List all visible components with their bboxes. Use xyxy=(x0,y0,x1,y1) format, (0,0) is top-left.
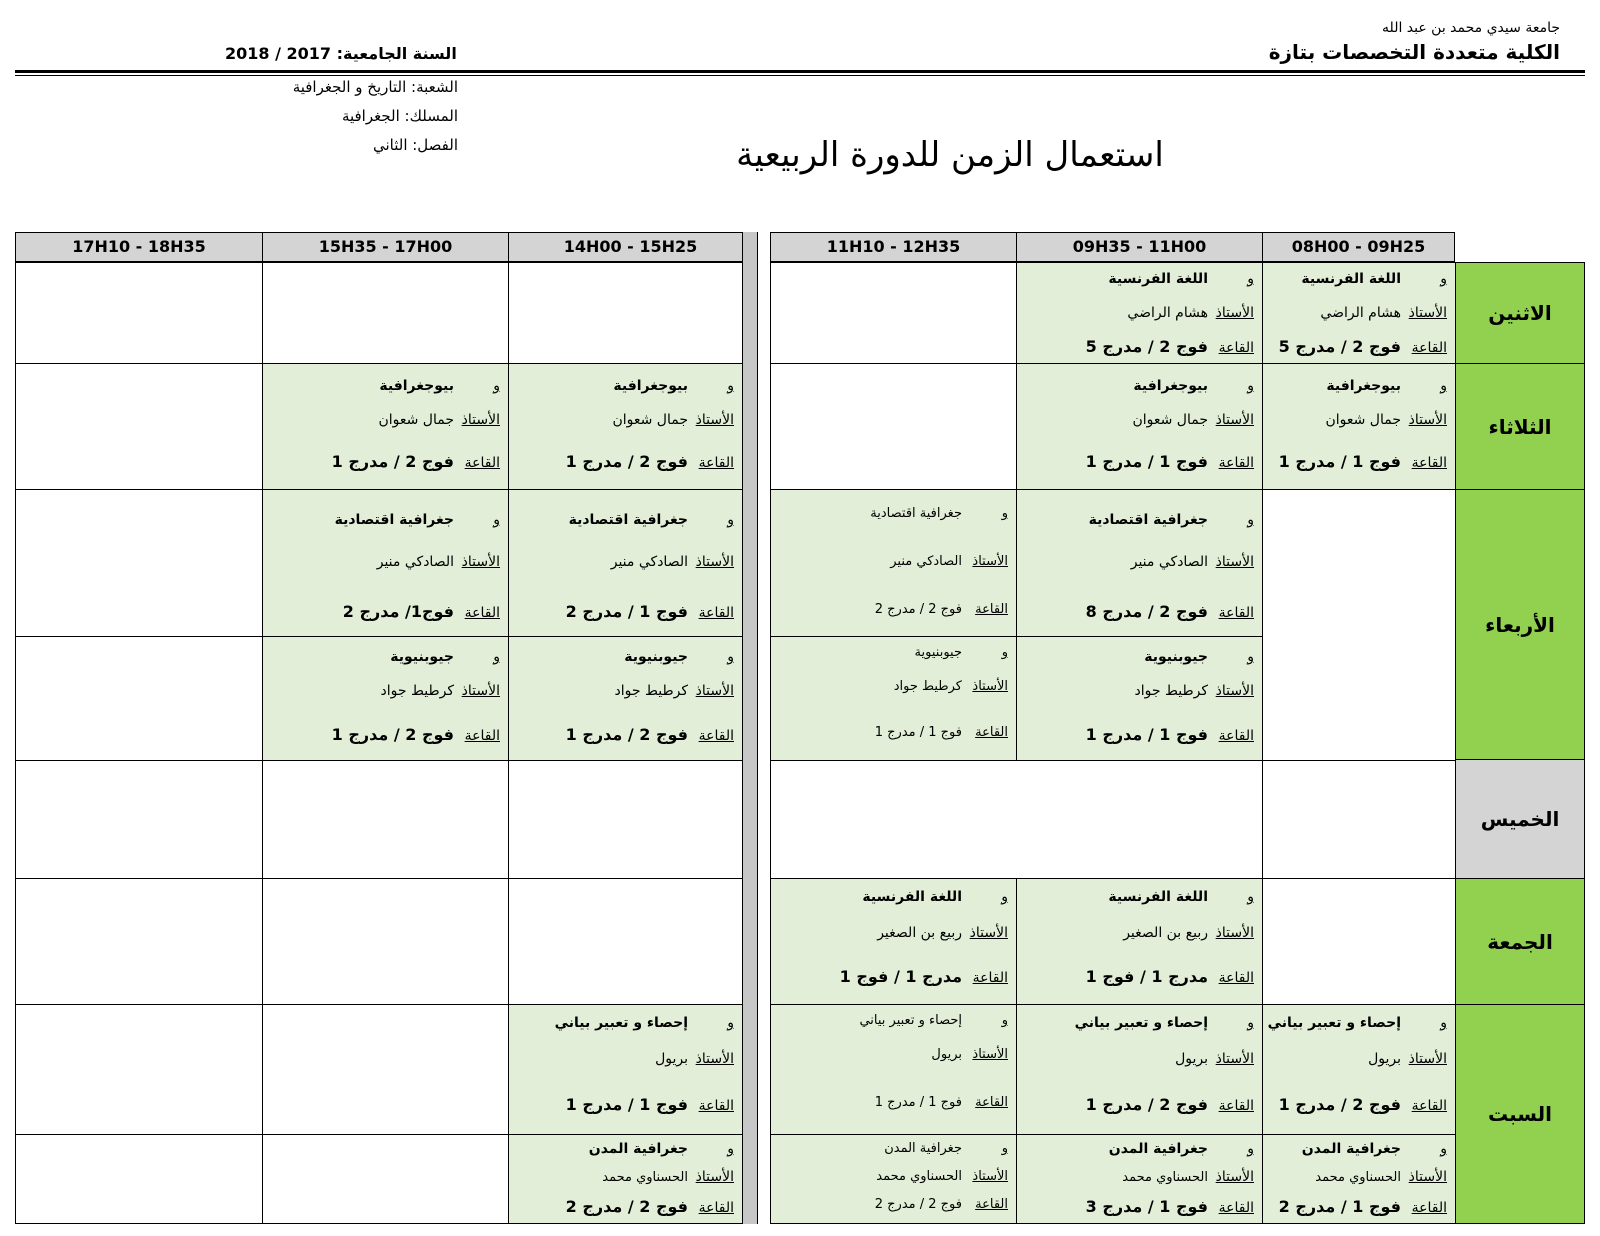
session-cell: وجغرافية اقتصادية الأستاذالصادكي منير القاعةفوج 2 / مدرج 8 xyxy=(1016,489,1263,637)
session-cell: وجغرافية المدن الأستاذالحسناوي محمد القاعةفوج 1 / مدرج 3 xyxy=(1016,1134,1263,1224)
day-label: الجمعة xyxy=(1455,878,1585,1005)
session-cell: وبيوجغرافية الأستاذجمال شعوان القاعةفوج 1 / مدرج 1 xyxy=(1016,363,1263,490)
session-cell: وبيوجغرافية الأستاذجمال شعوان القاعةفوج 2 / مدرج 1 xyxy=(262,363,509,490)
session-cell: وجغرافية المدن الأستاذالحسناوي محمد القاعةفوج 2 / مدرج 2 xyxy=(770,1134,1017,1224)
session-cell: وجغرافية اقتصادية الأستاذالصادكي منير القاعةفوج1/ مدرج 2 xyxy=(262,489,509,637)
timeslot-header: 08H00 - 09H25 xyxy=(1262,232,1455,262)
session-cell: وإحصاء و تعبير بياني الأستاذبريول القاعةفوج 2 / مدرج 1 xyxy=(1262,1004,1456,1135)
session-cell: واللغة الفرنسية الأستاذهشام الراضي القاعةفوج 2 / مدرج 5 xyxy=(1016,262,1263,364)
track-label: المسلك: الجغرافية xyxy=(341,107,458,125)
header-rule xyxy=(15,70,1585,73)
session-cell: وإحصاء و تعبير بياني الأستاذبريول القاعةفوج 1 / مدرج 1 xyxy=(770,1004,1017,1135)
session-cell: واللغة الفرنسية الأستاذربيع بن الصغير القاعةمدرج 1 / فوج 1 xyxy=(770,878,1017,1005)
day-label: السبت xyxy=(1455,1004,1585,1224)
empty-cell xyxy=(508,262,743,364)
timeslot-header: 09H35 - 11H00 xyxy=(1016,232,1263,262)
session-cell: وبيوجغرافية الأستاذجمال شعوان القاعةفوج 2 / مدرج 1 xyxy=(508,363,743,490)
empty-cell xyxy=(15,760,263,879)
timeslot-header: 11H10 - 12H35 xyxy=(770,232,1017,262)
empty-cell xyxy=(15,363,263,490)
faculty-name: الكلية متعددة التخصصات بتازة xyxy=(1268,40,1560,64)
university-name: جامعة سيدي محمد بن عبد الله xyxy=(1382,20,1560,36)
empty-cell xyxy=(770,363,1017,490)
page-title: استعمال الزمن للدورة الربيعية xyxy=(736,135,1164,175)
session-cell: وجيوبنيوية الأستاذكرطيط جواد القاعةفوج 2 / مدرج 1 xyxy=(262,636,509,761)
session-cell: وجغرافية المدن الأستاذالحسناوي محمد القاعةفوج 1 / مدرج 2 xyxy=(1262,1134,1456,1224)
session-cell: وجيوبنيوية الأستاذكرطيط جواد القاعةفوج 2 / مدرج 1 xyxy=(508,636,743,761)
day-label: الاثنين xyxy=(1455,262,1585,364)
timeslot-header: 17H10 - 18H35 xyxy=(15,232,263,262)
day-label: الخميس xyxy=(1455,759,1585,879)
empty-cell xyxy=(508,760,743,879)
session-cell: وجيوبنيوية الأستاذكرطيط جواد القاعةفوج 1 / مدرج 1 xyxy=(1016,636,1263,761)
session-cell: وبيوجغرافية الأستاذجمال شعوان القاعةفوج 1 / مدرج 1 xyxy=(1262,363,1456,490)
session-cell: وجغرافية المدن الأستاذالحسناوي محمد القاعةفوج 2 / مدرج 2 xyxy=(508,1134,743,1224)
semester-label: الفصل: الثاني xyxy=(372,136,458,154)
session-cell: واللغة الفرنسية الأستاذربيع بن الصغير القاعةمدرج 1 / فوج 1 xyxy=(1016,878,1263,1005)
day-label: الثلاثاء xyxy=(1455,363,1585,490)
break-separator xyxy=(742,232,758,1224)
session-cell: وجيوبنيوية الأستاذكرطيط جواد القاعةفوج 1 / مدرج 1 xyxy=(770,636,1017,761)
session-cell: وجغرافية اقتصادية الأستاذالصادكي منير القاعةفوج 2 / مدرج 2 xyxy=(770,489,1017,637)
section-label: الشعبة: التاريخ و الجغرافية xyxy=(292,78,458,96)
empty-cell xyxy=(15,1134,263,1224)
session-cell: وإحصاء و تعبير بياني الأستاذبريول القاعةفوج 2 / مدرج 1 xyxy=(1016,1004,1263,1135)
empty-cell xyxy=(770,262,1017,364)
empty-cell xyxy=(1262,489,1456,761)
empty-cell xyxy=(770,760,1263,879)
session-cell: واللغة الفرنسية الأستاذهشام الراضي القاعةفوج 2 / مدرج 5 xyxy=(1262,262,1456,364)
empty-cell xyxy=(262,760,509,879)
academic-year: السنة الجامعية: 2017 / 2018 xyxy=(225,44,457,63)
session-cell: وإحصاء و تعبير بياني الأستاذبريول القاعةفوج 1 / مدرج 1 xyxy=(508,1004,743,1135)
empty-cell xyxy=(15,1004,263,1135)
header-rule-thin xyxy=(15,75,1585,76)
empty-cell xyxy=(262,262,509,364)
empty-cell xyxy=(262,1134,509,1224)
empty-cell xyxy=(262,878,509,1005)
session-cell: وجغرافية اقتصادية الأستاذالصادكي منير القاعةفوج 1 / مدرج 2 xyxy=(508,489,743,637)
empty-cell xyxy=(1262,878,1456,1005)
timeslot-header: 14H00 - 15H25 xyxy=(508,232,753,262)
empty-cell xyxy=(15,636,263,761)
day-label: الأربعاء xyxy=(1455,489,1585,760)
empty-cell xyxy=(15,262,263,364)
empty-cell xyxy=(508,878,743,1005)
timeslot-header: 15H35 - 17H00 xyxy=(262,232,509,262)
empty-cell xyxy=(262,1004,509,1135)
empty-cell xyxy=(1262,760,1456,879)
empty-cell xyxy=(15,878,263,1005)
empty-cell xyxy=(15,489,263,637)
